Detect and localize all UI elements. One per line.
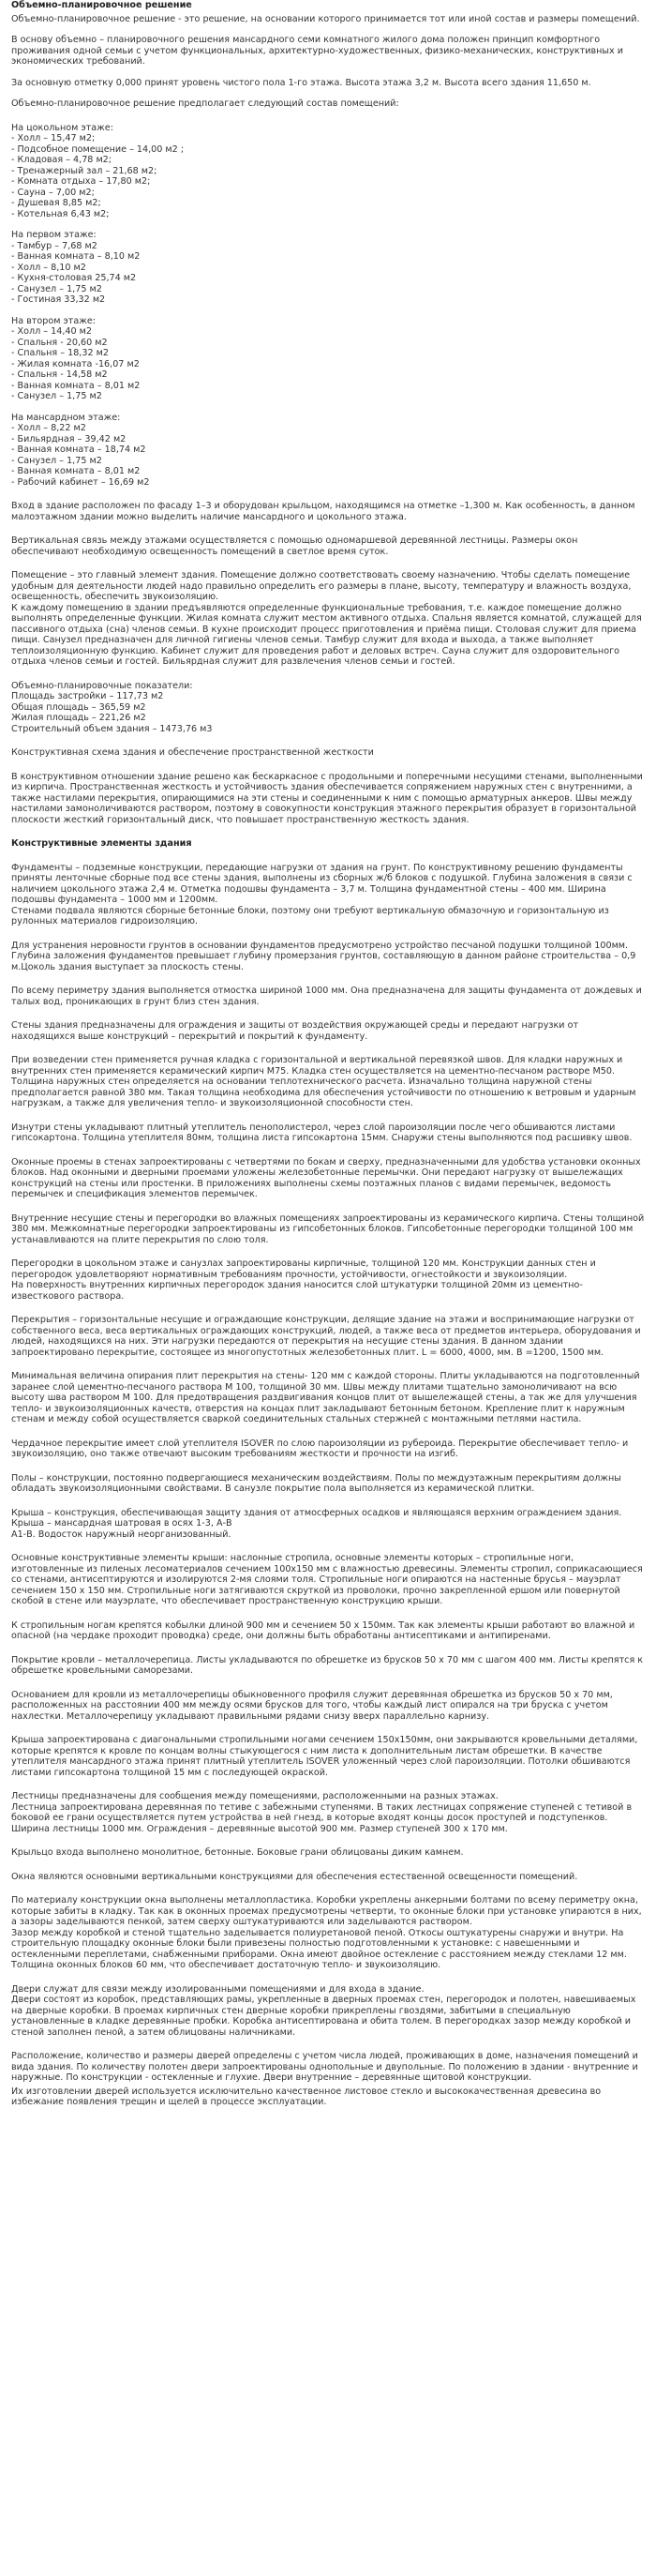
paragraph-walls-purpose: Стены здания предназначены для ограждения и защиты от воздействия окружающей среды и передают нагрузки от находящихся выше конструкций – перекрытий и покрытий к фундаменту. bbox=[11, 1020, 579, 1042]
paragraph-blind-area: По всему периметру здания выполняется отмостка шириной 1000 мм. Она предназначена для защиты фундамента от дождевых и талых вод, проникающих в грунт близ стен здания. bbox=[11, 986, 642, 1007]
paragraph-stair-connection: Вертикальная связь между этажами осуществляется с помощью одномаршевой деревянной лестницы. Размеры окон обеспечивают необходимую освещенность помещений в светлое время суток. bbox=[11, 535, 578, 557]
list-first-floor: На первом этаже: - Тамбур – 7,68 м2 - Ванная комната – 8,10 м2 - Холл – 8,10 м2 - Кухня-столовая 25,74 м2 - Санузел – 1,75 м2 - Гостиная 33,32 м2 bbox=[11, 230, 141, 305]
paragraph-window-construction: По материалу конструкции окна выполнены металлопластика. Коробки укреплены анкерными болтами по всему периметру окна, которые забиты в кладку. Так как в оконных проемах предусмотрены четверти, то оконные блоки при установке упираются в них, а зазоры заделываются пенкой, затем сверху оштукатуриваются или заделываются раствором. Зазор между коробкой и стеной тщательно заделывается полиуретановой пеной. Откосы оштукатурены снаружи и внутри. На строительную площадку оконные блоки были привезены полностью подготовленными к установке: с навешенными и остекленными переплетами, снабженными приборами. Окна имеют двойное остекление с расстоянием между стеклами 12 мм. Толщина оконных блоков 60 мм, что обеспечивает достаточную тепло- и звукоизоляцию. bbox=[11, 1895, 642, 1970]
paragraph-rafter-legs: К стропильным ногам крепятся кобылки длиной 900 мм и сечением 50 х 150мм. Так как элементы крыши работают во влажной и опасной (на чердаке проходит проводка) среде, они должны быть обработаны антисептиками и антипиренами. bbox=[11, 1619, 635, 1641]
list-basement-floor: На цокольном этаже: - Холл – 15,47 м2; - Подсобное помещение – 14,00 м2 ; - Кладовая – 4,78 м2; - Тренажерный зал – 21,68 м2; - Комната отдыха – 17,80 м2; - Сауна – 7,00 м2; - Душевая 8,85 м2; - Котельная 6,43 м2; bbox=[11, 122, 185, 219]
paragraph-windows: Окна являются основными вертикальными конструкциями для обеспечения естественной освещенности помещений. bbox=[11, 1871, 578, 1882]
paragraph-partitions: Перегородки в цокольном этаже и санузлах запроектированы кирпичные, толщиной 120 мм. Конструкции данных стен и перегородок удовлетворяют нормативным требованиям прочности, устойчивости, огнестойкости и звукоизоляции. На поверхность внутренних кирпичных перегородок здания наносится слой штукатурки толщиной 20мм из цементно-известкового раствора. bbox=[11, 1258, 596, 1302]
paragraph-entrance: Вход в здание расположен по фасаду 1–3 и оборудован крыльцом, находящимся на отметке –1,300 м. Как особенность, в данном малоэтажном здании можно выделить наличие мансардного и цокольного этажа. bbox=[11, 501, 635, 522]
paragraph-doors-types: Расположение, количество и размеры дверей определены с учетом числа людей, проживающих в доме, назначения помещений и вида здания. По количеству полотен двери запроектированы однопольные и двупольные. По положению в здании - внутренние и наружные. По конструкции - остекленные и глухие. Двери внутренние – деревянные щитовой конструкции. bbox=[11, 2051, 638, 2083]
paragraph-roof-sheets: Крыша запроектирована с диагональными стропильными ногами сечением 150х150мм, они закрываются кровельными деталями, которые крепятся к кровле по концам волны стыкующегося с ним листа к дополнительным листам обрешетки. В качестве утеплителя мансардного этажа принят плитный утеплитель ISOVER уложенный через слой пароизоляции. Потолки обшиваются листами гипсокартона толщиной 15 мм с последующей окраской. bbox=[11, 1735, 638, 1778]
paragraph-doors-materials: Их изготовлении дверей используется исключительно качественное листовое стекло и высококачественная древесина во избежание появления трещин и щелей в процессе эксплуатации. bbox=[11, 2086, 602, 2107]
paragraph-rafters: Основные конструктивные элементы крыши: наслонные стропила, основные элементы которых – стропильные ноги, изготовленные из пиленых лесоматериалов сечением 100х150 мм с влажностью древесины. Элементы стропил, соприкасающиеся со стенами, антисептируются и изолируются 2-мя слоями толя. Стропильные ноги опираются на настенные брусья – мауэрлат сечением 150 х 150 мм. Стропильные ноги затягиваются скруткой из проволоки, прочно закрепленной ершом или повернутой скобой в стене или мауэрлате, что обеспечивает пространственную конструкцию крыши. bbox=[11, 1553, 643, 1606]
paragraph-walls-masonry: При возведении стен применяется ручная кладка с горизонтальной и вертикальной перевязкой швов. Для кладки наружных и внутренних стен применяется керамический кирпич М75. Кладка стен осуществляется на цементно-песчаном растворе М50. Толщина наружных стен определяется на основании теплотехнического расчета. Изначально толщина наружной стены предполагается равной 380 мм. Такая толщина необходима для обеспечения устойчивости по отношению к ветровым и ударным нагрузкам, а также для увеличения тепло- и звукоизоляционной способности стен. bbox=[11, 1055, 636, 1108]
paragraph-indicators: Объемно-планировочные показатели: Площадь застройки – 117,73 м2 Общая площадь – 365,59 м2 Жилая площадь – 221,26 м2 Строительный объем здания – 1473,76 м3 bbox=[11, 680, 213, 734]
paragraph-slab-support: Минимальная величина опирания плит перекрытия на стены- 120 мм с каждой стороны. Плиты укладываются на подготовленный заранее слой цементно-песчаного раствора М 100, толщиной 30 мм. Швы между плитами тщательно замоноличивают на всю высоту шва раствором М 100. Для предотвращения раздвигивания концов плит от вышележащей стены, а так же для улучшения тепло- и звукоизоляционных качеств, отверстия на концах плит закладывают бетонным бетоном. Крепление плит к наружным стенам и между собой осуществляется сваркой соединительных стальных стержней с монтажными петлями настила. bbox=[11, 1371, 640, 1424]
paragraph-intro-composition: Объемно-планировочное решение предполагает следующий состав помещений: bbox=[11, 98, 399, 109]
paragraph-intro-definition: Объемно-планировочное решение - это решение, на основании которого принимается тот или иной состав и размеры помещений. bbox=[11, 13, 640, 24]
paragraph-floors: Полы – конструкции, постоянно подвергающиеся механическим воздействиям. Полы по междуэтажным перекрытиям должны обладать звукоизоляционными свойствами. В санузле покрытие пола выполняется из керамической плитки. bbox=[11, 1472, 621, 1494]
paragraph-stairs: Лестницы предназначены для сообщения между помещениями, расположенными на разных этажах. Лестница запроектирована деревянная по тетиве с забежными ступенями. В таких лестницах сопряжение ступеней с тетивой в боковой ее грани осуществляется путем устройства в ней гнезд, в которые входят концы досок проступей и подступенков. Ширина лестницы 1000 мм. Ограждения – деревянные высотой 900 мм. Размер ступеней 300 х 170 мм. bbox=[11, 1791, 633, 1834]
paragraph-intro-basis: В основу объемно – планировочного решения мансардного семи комнатного жилого дома положен принцип комфортного проживания одной семьи с учетом функциональных, архитектурно-художественных, физико-механических, конструктивных и экономических требований. bbox=[11, 35, 623, 67]
list-attic-floor: На мансардном этаже: - Холл – 8,22 м2 - Бильярдная – 39,42 м2 - Ванная комната – 18,74 м2 - Санузел – 1,75 м2 - Ванная комната – 8,01 м2 - Рабочий кабинет – 16,69 м2 bbox=[11, 412, 150, 488]
paragraph-foundations: Фундаменты – подземные конструкции, передающие нагрузки от здания на грунт. По конструктивному решению фундаменты приняты ленточные сборные под все стены здания, выполнены из сборных ж/б блоков с подушкой. Глубина заложения в связи с наличием цокольного этажа 2,4 м. Отметка подошвы фундамента – 3,7 м. Толщина фундаментной стены – 400 мм. Ширина подошвы фундамента – 1000 мм и 1200мм. Стенами подвала являются сборные бетонные блоки, поэтому они требуют вертикальную обмазочную и горизонтальную из рулонных материалов гидроизоляцию. bbox=[11, 862, 633, 926]
paragraph-structural-scheme: В конструктивном отношении здание решено как бескаркасное с продольными и поперечными несущими стенами, выполненными из кирпича. Пространственная жесткость и устойчивость здания обеспечивается сопряжением наружных стен с внутренними, а также настилами перекрытия, опирающимися на эти стены и соединенными к ним с помощью арматурных анкеров. Швы между настилами замоноличиваются раствором, поэтому в совокупности конструкция этажного перекрытия образует в горизонтальной плоскости жесткий горизонтальный диск, что повышает пространственную жесткость здания. bbox=[11, 771, 643, 825]
paragraph-foundation-cushion: Для устранения неровности грунтов в основании фундаментов предусмотрено устройство песчаной подушки толщиной 100мм. Глубина заложения фундаментов превышает глубину промерзания грунтов, составляющую в данном районе строительства – 0,9 м.Цоколь здания выступает за плоскость стены. bbox=[11, 940, 636, 972]
paragraph-slabs: Перекрытия – горизонтальные несущие и ограждающие конструкции, делящие здание на этажи и воспринимающие нагрузки от собственного веса, веса вертикальных ограждающих конструкций, людей, а также веса от предметов интерьера, оборудования и людей, находящихся на них. Эти нагрузки передаются от перекрытия на несущие стены здания. В данном здании запроектировано перекрытие, состоящее из многопустотных железобетонных плит. L = 6000, 4000, мм. В =1200, 1500 мм. bbox=[11, 1315, 641, 1358]
paragraph-openings: Оконные проемы в стенах запроектированы с четвертями по бокам и сверху, предназначенными для удобства установки оконных блоков. Над оконными и дверными проемами уложены железобетонные перемычки. Они передают нагрузку от вышележащих конструкций на стены или простенки. В приложениях выполнены схемы поэтажных планов с видами перемычек, ведомость перемычек и спецификация элементов перемычек. bbox=[11, 1156, 641, 1199]
paragraph-porch: Крыльцо входа выполнено монолитное, бетонные. Боковые грани облицованы диким камнем. bbox=[11, 1847, 464, 1858]
list-second-floor: На втором этаже: - Холл – 14,40 м2 - Спальня - 20,60 м2 - Спальня – 18,32 м2 - Жилая комната -16,07 м2 - Спальня - 14,58 м2 - Ванная комната – 8,01 м2 - Санузел – 1,75 м2 bbox=[11, 315, 141, 401]
paragraph-doors: Двери служат для связи между изолированными помещениями и для входа в здание. Двери состоят из коробок, представляющих рамы, укрепленные в дверных проемах стен, перегородок и полотен, навешиваемых на дверные коробки. В проемах кирпичных стен дверные коробки прикреплены гвоздями, забитыми в специальную установленные в кладке деревянные пробки. Коробка антисептирована и обита толем. В перегородках зазор между коробкой и стеной заполнен пеной, а затем облицованы наличниками. bbox=[11, 1983, 636, 2038]
paragraph-roof: Крыша – конструкция, обеспечивающая защиту здания от атмосферных осадков и являющаяся верхним ограждением здания. Крыша – мансардная шатровая в осях 1-3, А-В А1-В. Водосток наружный неорганизованный. bbox=[11, 1507, 622, 1540]
subheading-structural-scheme: Конструктивная схема здания и обеспечение пространственной жесткости bbox=[11, 747, 374, 758]
paragraph-roof-covering: Покрытие кровли – металлочерепица. Листы укладываются по обрешетке из брусков 50 х 70 мм с шагом 400 мм. Листы крепятся к обрешетке кровельными саморезами. bbox=[11, 1654, 644, 1676]
heading-structural-elements: Конструктивные элементы здания bbox=[11, 838, 192, 849]
paragraph-rooms: Помещение – это главный элемент здания. Помещение должно соответствовать своему назначению. Чтобы сделать помещение удобным для деятельности людей надо правильно определить его размеры в плане, высоту, температуру и влажность воздуха, освещенность, обеспечить звукоизоляцию. К каждому помещению в здании предъявляются определенные функциональные требования, т.е. каждое помещение должно выполнять определенные функции. Жилая комната служит местом активного отдыха. Спальня является комнатой, служащей для пассивного отдыха (сна) членов семьи. В кухне происходит процесс приготовления и приёма пищи. Столовая служит для приема пищи. Санузел предназначен для личной гигиены членов семьи. Тамбур служит для входа и выхода, а также выполняет теплоизоляционную функцию. Кабинет служит для проведения работ и деловых встреч. Сауна служит для оздоровительного отдыха членов семьи и гостей. Бильярдная служит для развлечения членов семьи и гостей. bbox=[11, 570, 642, 667]
paragraph-intro-elevation: За основную отметку 0,000 принят уровень чистого пола 1-го этажа. Высота этажа 3,2 м. Высота всего здания 11,650 м. bbox=[11, 77, 591, 88]
paragraph-walls-insulation: Изнутри стены укладывают плитный утеплитель пенополистерол, через слой пароизоляции после чего обшиваются листами гипсокартона. Толщина утеплителя 80мм, толщина листа гипсокартона 15мм. Снаружи стены выполняются под расшивку швов. bbox=[11, 1122, 633, 1143]
paragraph-inner-walls: Внутренние несущие стены и перегородки во влажных помещениях запроектированы из керамического кирпича. Стены толщиной 380 мм. Межкомнатные перегородки запроектированы из гипсобетонных блоков. Гипсобетонные перегородки толщиной 100 мм устанавливаются на плите перекрытия по слою толя. bbox=[11, 1213, 645, 1245]
paragraph-lathing: Основанием для кровли из металлочерепицы обыкновенного профиля служит деревянная обрешетка из брусков 50 х 70 мм, расположенных на расстоянии 400 мм между осями брусков для того, чтобы каждый лист опирался на три бруска с учетом нахлестки. Металлочерепицу укладывают правильными рядами снизу вверх параллельно карнизу. bbox=[11, 1689, 613, 1722]
heading-volume-planning: Объемно-планировочное решение bbox=[11, 0, 192, 10]
paragraph-attic-slab: Чердачное перекрытие имеет слой утеплителя ISOVER по слою пароизоляции из рубероида. Перекрытие обеспечивает тепло- и звукоизоляцию, оно также отвечают высоким требованиям жесткости и прочности на изгиб. bbox=[11, 1438, 629, 1459]
